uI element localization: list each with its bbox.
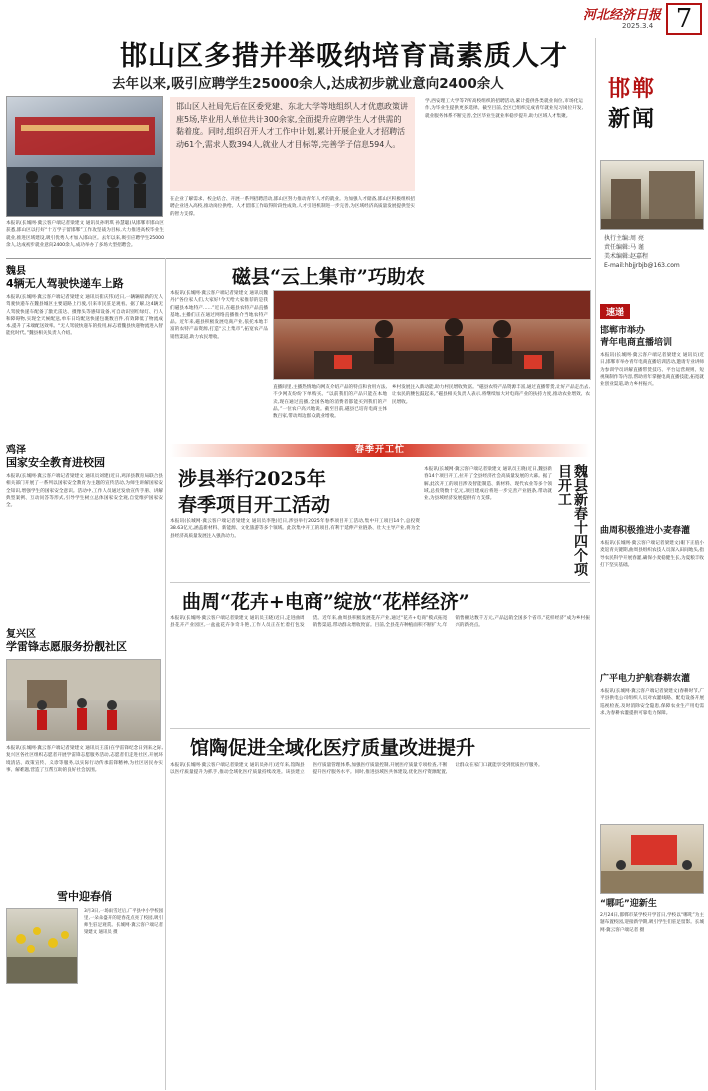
news-2-title: 曲周积极推进小麦春灌 xyxy=(600,526,691,536)
page-number: 7 xyxy=(666,3,702,35)
masthead-paper-name: 河北经济日报 xyxy=(583,8,662,23)
credit-designer: 美术编辑:赵嘉程 xyxy=(604,253,649,260)
right-photo-caption: 2月24日,邯郸市某学校开学首日,学校以“哪吒”为主题布置校园,迎接新学期,吸引学生们驻足留影。长城网·冀云客户端记者 摄 xyxy=(600,913,704,933)
news-2-body: 本报讯(长城网·冀云客户端记者梁建文)眼下正值小麦返青关键期,曲周县组织农技人员深入田间地头,指导农民科学开展春灌,确保小麦稳健生长,为夏粮丰收打下坚实基础。 xyxy=(600,541,704,568)
left-photo-title: 雪中迎春俏 xyxy=(57,890,112,903)
article-shexian-title-2: 春季项目开工活动 xyxy=(178,494,331,516)
lead-body-left xyxy=(6,220,164,255)
lead-headline: 邯山区多措并举吸纳培育高素质人才 xyxy=(120,41,568,72)
brief-1-place: 魏县 xyxy=(6,266,26,277)
article-guantao-title: 馆陶促进全域化医疗质量改进提升 xyxy=(190,737,476,759)
lead-col-1-continued: 本报讯(长城网·冀云客户端记者梁建文 通讯员孙明琪 孙慧聪)从邯郸市邯山区获悉,邯山区以打好“十万学子留邯郸”工作攻坚战为目标,大力推进高校毕业生就业,推进区域建设,吸引优秀人才加入邯山区。去年以来,吸引应聘学生25000余人,达成初步就业意向2400余人,成功举办了多场大型招聘会。 xyxy=(6,221,164,248)
article-weixian-body: 本报讯(长城网·冀云客户端记者梁建文 通讯员王晓)近日,魏县新春14个项目开工,拉开了全县经济社会高质量发展的大幕。据了解,此次开工的项目涉及智能制造、新材料、现代农业等多个领域,总投资数十亿元,项目建成后将进一步完善产业链条,带动就业,为县域经济发展提供有力支撑。 xyxy=(424,467,552,502)
left-photo-block xyxy=(6,890,163,1090)
brief-2-title: 国家安全教育进校园 xyxy=(6,456,105,469)
news-3-title: 广平电力护航春耕农灌 xyxy=(600,674,691,684)
brief-2-place: 鸡泽 xyxy=(6,445,26,456)
left-photo xyxy=(6,908,78,984)
brief-1-title: 4辆无人驾驶快递车上路 xyxy=(6,277,124,290)
credit-editor: 执行主编:周 亮 xyxy=(604,235,644,242)
spring-banner-label: 春季开工忙 xyxy=(354,445,405,455)
credit-page-editor: 责任编辑:马 谨 xyxy=(604,244,644,251)
lead-photo-illustration xyxy=(7,97,163,217)
article-cixian-body-b: 直播间里,主播热情地向网友介绍产品的特点和食用方法,不少网友纷纷下单购买。“以前我们的产品只能在本地卖,现在通过直播,全国各地的消费者都能买到我们的产品。”一位农户高兴地说。截至目前,磁县已培育电商主体数百家,带动周边群众就业增收。 xyxy=(273,385,387,420)
lead-col-2: 在企业了解需求、校企结合、开展一系列招聘活动,邯山区努力推动青年人才的就业。为加强人才储备,邯山区积极组织招聘企业进入高校,推动岗位供给。人才留邯工作取得阶段性成效,人才引进机制进一步完善,为区域经济高质量发展提供坚实的智力支撑。 xyxy=(170,197,415,217)
right-photo-title: “哪吒”迎新生 xyxy=(600,899,657,909)
article-shexian-title-1: 涉县举行2025年 xyxy=(178,468,326,490)
brief-3-title: 学雷锋志愿服务扮靓社区 xyxy=(6,640,127,653)
spring-banner xyxy=(170,444,590,457)
article-shexian-body: 本报讯(长城网·冀云客户端记者梁建文 通讯员李艳)近日,涉县举行2025年春季项目开工活动,集中开工项目14个,总投资38.63亿元,涵盖新材料、新能源、文化旅游等多个领域。此次集中开工的项目,有利于延伸产业链条、壮大主导产业,将为全县经济高质量发展注入强劲动力。 xyxy=(170,519,420,539)
right-photo-illustration xyxy=(601,825,704,894)
brief-3-place: 复兴区 xyxy=(6,629,36,640)
brief-1-body: 本报讯(长城网·冀云客户端记者梁建文 通讯员崔庆伟)近日,一辆辆崭新的无人驾驶快递车在魏县城区主要道路上行驶,引来市民驻足观看。据了解,这4辆无人驾驶快递车配备了激光雷达、摄像头等感知设备,可自动识别红绿灯、行人和障碍物,实现全天候配送,单车日均配送快递包裹数百件,有效降低了物流成本,提升了末端配送效率。“无人驾驶快递车的投用,标志着魏县快递物流进入智能化时代。”魏县相关负责人介绍。 xyxy=(6,295,163,337)
masthead-credits xyxy=(604,234,704,270)
brief-2-body: 本报讯(长城网·冀云客户端记者梁建文 通讯员刘建)近日,鸡泽县教育局联合县相关部门开展了一系列以国家安全教育为主题的宣传活动,为师生讲解国家安全知识,增强学生的国家安全意识。活动中,工作人员通过发放宣传手册、讲解典型案例、互动问答等形式,引导学生树立总体国家安全观,自觉维护国家安全。 xyxy=(6,474,163,509)
article-quzhou-title: 曲周“花卉+电商”绽放“花样经济” xyxy=(182,591,470,613)
brief-3-photo xyxy=(6,659,161,741)
section-badge xyxy=(600,72,706,172)
article-cixian-photo xyxy=(273,290,591,380)
article-cixian-body-a: 本报讯(长城网·冀云客户端记者梁建文 通讯员魏丹)“各位家人们,大家好!今天给大家推荐的是我们磁县本地特产……”近日,在磁县农特产品直播基地,主播们正在通过网络直播推介当地农特产品。近年来,磁县积极发展电商产业,依托本地丰富的农特产品资源,打造“云上集市”,拓宽农产品销售渠道,助力农民增收。 xyxy=(170,291,268,340)
news-1-title-1: 邯郸市举办 xyxy=(600,326,646,336)
masthead-date: 2025.3.4 xyxy=(622,22,654,30)
section-kind-label: 新闻 xyxy=(608,106,657,132)
news-1-title-2: 青年电商直播培训 xyxy=(600,338,673,348)
article-cixian-body-c: 乡村发展注入新动能,助力村民增收致富。“磁县农特产品资源丰富,通过直播带货,让好产品走出去,让农民的腰包鼓起来。”磁县相关负责人表示,将继续加大对电商产业的扶持力度,推动农业增效、农民增收。 xyxy=(392,385,590,405)
right-masthead-photo xyxy=(600,160,704,230)
lead-highlight-text: 邯山区人社局先后在区委党建、东北大学等地组织人才优惠政策讲座5场,毕业用人单位共计300余家,全面提升应聘学生人才供需的黏着度。同时,组织召开人才工作中计划,累计开展企业人才招聘活动61个,需求人数394人,就业人才目标等,完善学子信息594人。 xyxy=(176,102,408,149)
news-1-body: 本报讯(长城网·冀云客户端记者梁建文 通讯员)近日,邯郸市举办青年电商直播培训活动,邀请专业讲师为参训学员讲解直播带货技巧、平台运营规则、短视频制作等内容,帮助青年掌握电商直播技能,拓宽就业创业渠道,助力乡村振兴。 xyxy=(600,353,704,388)
lead-subtitle: 去年以来,吸引应聘学生25000余人,达成初步就业意向2400余人 xyxy=(112,76,504,92)
news-3-body: 本报讯(长城网·冀云客户端记者梁建文)春耕时节,广平县供电公司组织人员对农灌线路、配电设备开展巡视检查,及时消除安全隐患,保障农业生产用电需求,为春耕农灌提供可靠电力保障。 xyxy=(600,689,704,716)
left-photo-illustration xyxy=(7,909,78,984)
article-quzhou-body: 本报讯(长城网·冀云客户端记者梁建文 通讯员王晓)近日,走进曲周县花卉产业园区,一盆盆花卉争奇斗艳,工作人员正在忙着打包发货。近年来,曲周县积极发展花卉产业,通过“花卉+电商”模式拓宽销售渠道,带动群众增收致富。目前,全县花卉种植面积不断扩大,年销售额达数千万元,产品远销全国多个省市,“花样经济”成为乡村振兴的新亮点。 xyxy=(170,616,590,629)
lead-highlight-box xyxy=(170,97,415,191)
right-photo xyxy=(600,824,704,894)
article-weixian-title: 魏县新春十四个项目开工 xyxy=(556,464,588,576)
lead-photo xyxy=(6,96,163,217)
lead-col-3: 学,西安理工大学等7所高校组织的招聘活动,累计提供各类就业岗位,市场化运作,为毕业生提供更多选择。截至目前,全区已组织完成青年就业见习岗位开发,就业服务体系不断完善,全区毕业生就业率稳步提升,助力区域人才集聚。 xyxy=(425,99,583,119)
brief-3-body: 本报讯(长城网·冀云客户端记者梁建文 通讯员王雷)在学雷锋纪念日到来之际,复兴区各社区组织志愿者开展学雷锋志愿服务活动,志愿者们走进社区,开展环境清洁、政策宣传、义诊等服务,以实际行动传承雷锋精神,为社区居民办实事、解难题,营造了互帮互助的良好社会氛围。 xyxy=(6,746,163,773)
right-column xyxy=(600,300,704,1090)
brief-3-photo-illustration xyxy=(7,660,161,741)
right-masthead-illustration xyxy=(601,161,704,230)
credit-email: E-mail:hbjjrbjb@163.com xyxy=(604,262,680,269)
article-cixian-photo-illustration xyxy=(274,291,591,380)
masthead xyxy=(0,0,708,38)
article-guantao-body: 本报讯(长城网·冀云客户端记者梁建文 通讯员孙月)近年来,馆陶县以医疗质量提升为抓手,推动全域化医疗质量持续改进。该县建立医疗质量管理体系,加强医疗质量控制,开展医疗质量专项检查,不断提升医疗服务水平。同时,推进县域医共体建设,优化医疗资源配置,让群众在家门口就能享受到优质医疗服务。 xyxy=(170,763,543,776)
article-cixian-title: 磁县“云上集市”巧助农 xyxy=(232,266,425,288)
left-column xyxy=(6,262,163,1090)
section-city-label: 邯郸 xyxy=(608,76,657,102)
left-photo-caption: 3月3日,一场雨雪过后,广平县中小学校园里,一朵朵盛开的迎春花点亮了校园,吸引师生驻足观赏。长城网·冀云客户端记者 梁建文 通讯员 摄 xyxy=(84,909,163,935)
express-label xyxy=(600,304,630,319)
express-label-text: 速递 xyxy=(606,308,625,318)
